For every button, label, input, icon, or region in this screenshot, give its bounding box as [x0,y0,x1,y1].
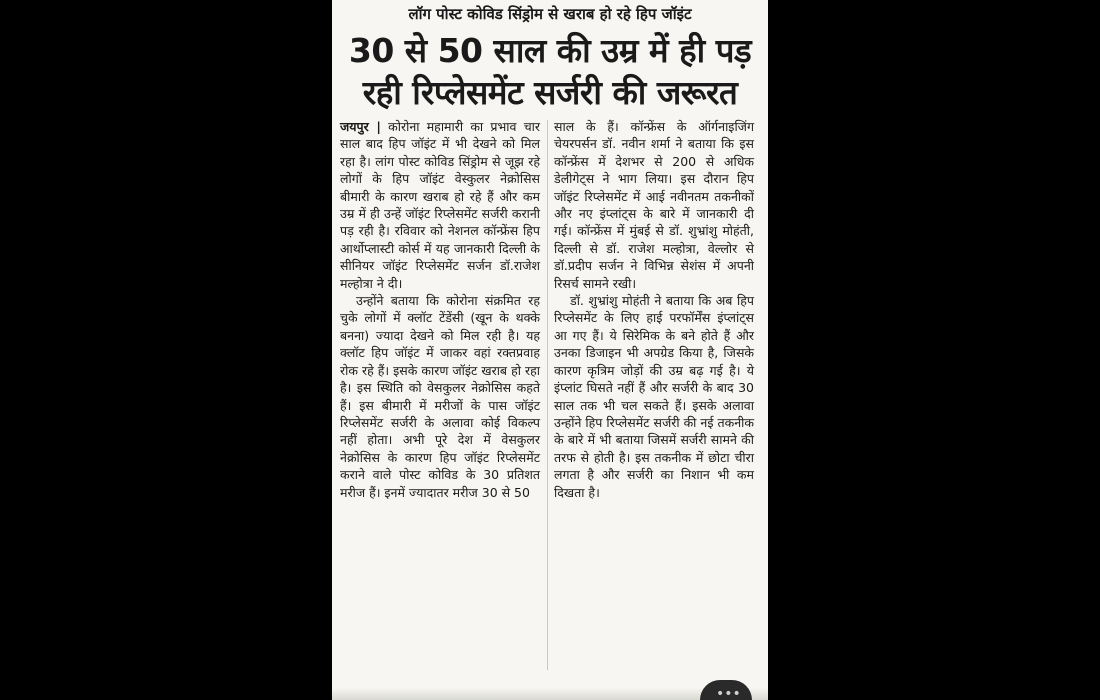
headline-line-1: 30 से 50 साल की उम्र में ही पड़ [348,31,752,70]
article-kicker: लॉग पोस्ट कोविड सिंड्रोम से खराब हो रहे हिप जॉइंट [408,5,692,23]
dateline: जयपुर | [340,119,381,134]
column-divider [547,120,548,670]
badge-glyph: ••• [716,686,741,700]
article-column-right [554,118,754,501]
paragraph: साल के हैं। कॉन्फ्रेंस के ऑर्गनाइजिंग चेयरपर्सन डॉ. नवीन शर्मा ने बताया कि इस कॉन्फ्रेंस में देशभर से 200 से अधिक डेलीगेट्स ने भाग लिया। इस दौरान हिप जॉइंट रिप्लेसमेंट में आई नवीनतम तकनीकों और नए इंप्लांट्स के बारे में जानकारी दी गई। कॉन्फ्रेंस में मुंबई से डॉ. शुभ्रांशु मोहंती, दिल्ली से डॉ. राजेश मल्होत्रा, वेल्लोर से डॉ.प्रदीप सर्जन ने विभिन्न सेशंस में अपनी रिसर्च सामने रखी। [554,119,754,291]
newspaper-clipping [332,0,768,700]
paragraph: डॉ. शुभ्रांशु मोहंती ने बताया कि अब हिप रिप्लेसमेंट के लिए हाई परफॉर्मेंस इंप्लांट्स आ गए हैं। ये सिरेमिक के बने होते हैं और उनका डिजाइन भी अपग्रेड किया है, जिसके कारण कृत्रिम जोड़ों की उम्र बढ़ गई है। ये इंप्लांट घिसते नहीं हैं और सर्जरी के बाद 30 साल तक भी चल सकते हैं। इसके अलावा उन्होंने हिप रिप्लेसमेंट सर्जरी की नई तकनीक के बारे में भी बताया जिसमें सर्जरी सामने की तरफ से होती है। इस तकनीक में छोटा चीरा लगता है और सर्जरी का निशान भी कम दिखता है। [554,293,754,500]
headline-line-2: रही रिप्लेसमेंट सर्जरी की जरूरत [362,73,738,112]
paragraph: उन्होंने बताया कि कोरोना संक्रमित रह चुके लोगों में क्लॉट टेंडेंसी (खून के थक्के बनना) ज्यादा देखने को मिल रही है। यह क्लॉट हिप जॉइंट में जाकर वहां रक्तप्रवाह रोक रहे हैं। इसके कारण जॉइंट खराब हो रहा है। इस स्थिति को वेसकुलर नेक्रोसिस कहते हैं। इस बीमारी में मरीजों के पास जॉइंट रिप्लेसमेंट सर्जरी के अलावा कोई विकल्प नहीं होता। अभी पूरे देश में वेसकुलर नेक्रोसिस के कारण हिप जॉइंट रिप्लेसमेंट कराने वाले पोस्ट कोविड के 30 प्रतिशत मरीज हैं। इनमें ज्यादातर मरीज 30 से 50 [340,293,540,500]
paragraph-text: कोरोना महामारी का प्रभाव चार साल बाद हिप जॉइंट में भी देखने को मिल रहा है। लांग पोस्ट कोविड सिंड्रोम से जूझ रहे लोगों के हिप जॉइंट वेस्कुलर नेक्रोसिस बीमारी के कारण खराब हो रहे हैं और कम उम्र में ही उन्हें जॉइंट रिप्लेसमेंट सर्जरी करानी पड़ रही है। रविवार को नेशनल कॉन्फ्रेंस हिप आर्थोप्लास्टी कोर्स में यह जानकारी दिल्ली के सीनियर जॉइंट रिप्लेसमेंट सर्जन डॉ.राजेश मल्होत्रा ने दी। [340,119,540,291]
article-headline [338,30,762,114]
article-column-left [340,118,540,501]
paragraph [340,118,540,292]
